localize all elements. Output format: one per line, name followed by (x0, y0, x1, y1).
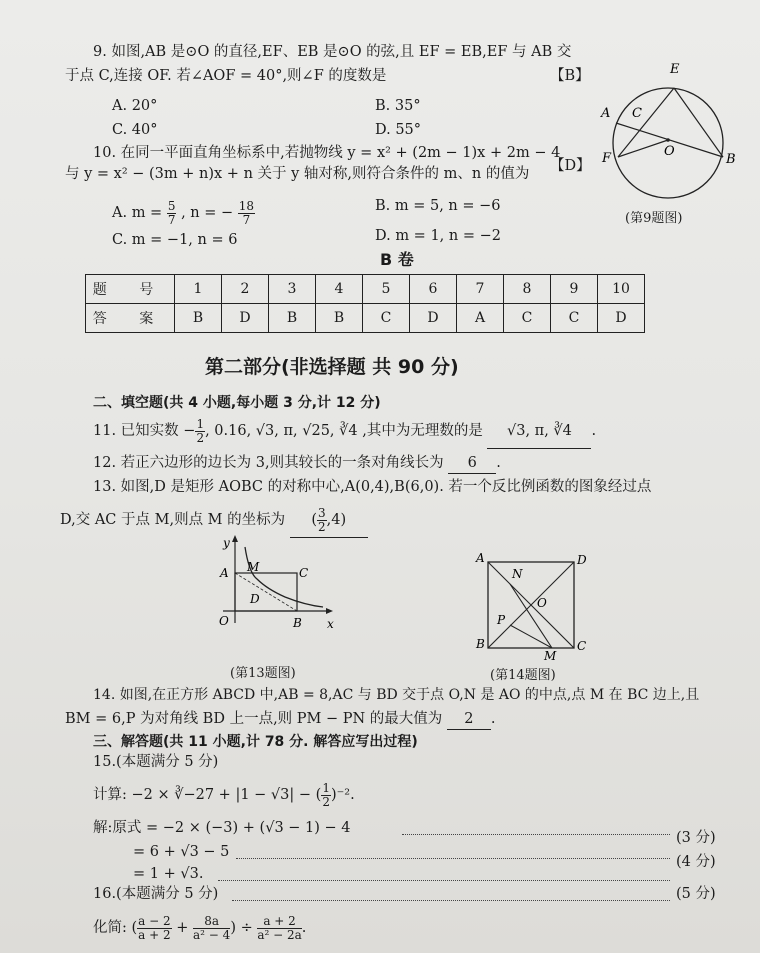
frac-numerator: 1 (322, 780, 330, 795)
q14-label-p: P (497, 613, 506, 627)
frac-numerator: 18 (238, 198, 255, 213)
answer-table-title: B 卷 (380, 250, 414, 269)
q11-text (93, 414, 596, 449)
q12-answer: 6 (448, 453, 496, 474)
q14-figure-caption: (第14题图) (490, 668, 556, 683)
frac-denominator: 2 (318, 519, 326, 534)
q16-end: . (301, 920, 307, 936)
q10-text-2: 与 y = x² − (3m + n)x + n 关于 y 轴对称,则符合条件的 m、n 的值为 (65, 166, 530, 182)
dotted-leader (402, 834, 670, 835)
answer-table-number: 1 (175, 275, 222, 304)
q14-answer: 2 (447, 709, 491, 730)
frac-denominator: 2 (196, 430, 205, 445)
q13-answer-open: ( (311, 512, 318, 528)
frac-denominator: 2 (322, 794, 330, 809)
q16-divide: ) ÷ (230, 920, 258, 936)
q13-figure-caption: (第13题图) (230, 666, 296, 681)
answer-table-answer: C (504, 304, 551, 333)
answer-table-answer: D (410, 304, 457, 333)
q9-text: 9. 如图,AB 是⊙O 的直径,EF、EB 是⊙O 的弦,且 EF = EB,EF 与 AB 交 (93, 44, 572, 60)
q10-option-a-frac-m (167, 200, 177, 227)
q16-title: 16.(本题满分 5 分) (93, 886, 219, 902)
frac-denominator: a² − 4 (193, 927, 231, 942)
q10-option-a-prefix: A. m = (112, 205, 163, 221)
q9-label-o: O (664, 144, 675, 159)
answer-table-number: 10 (598, 275, 645, 304)
q15-title: 15.(本题满分 5 分) (93, 754, 219, 770)
q9-answer: 【B】 (550, 68, 590, 84)
q16-plus: + (171, 920, 194, 936)
q9-option-d: D. 55° (375, 122, 422, 138)
q10-option-a-mid: , n = − (181, 205, 234, 221)
answer-table-answer: D (222, 304, 269, 333)
q13-label-a: A (220, 566, 229, 580)
answer-table (85, 274, 645, 333)
answer-table-answer: D (598, 304, 645, 333)
dotted-leader (218, 880, 670, 881)
q13-answer-close: ,4) (326, 512, 347, 528)
q15-points-2: (4 分) (676, 854, 716, 870)
q16-expression (93, 910, 306, 946)
answer-table-header-row (86, 275, 645, 304)
q15-calc (93, 778, 355, 812)
q13-label-b: B (293, 616, 302, 630)
section-2-heading: 二、填空题(共 4 小题,每小题 3 分,计 12 分) (93, 395, 381, 411)
q14-label-c: C (577, 639, 587, 653)
q15-solution-line-1: 解:原式 = −2 × (−3) + (√3 − 1) − 4 (93, 820, 351, 836)
answer-table-number: 8 (504, 275, 551, 304)
q11-frac (195, 418, 205, 445)
q10-option-a-frac-n (238, 200, 255, 227)
q10-option-d: D. m = 1, n = −2 (375, 228, 501, 244)
q9-option-b: B. 35° (375, 98, 421, 114)
q14-text-2 (65, 709, 496, 730)
q14-end: . (490, 711, 496, 727)
q11-prefix: 11. 已知实数 − (93, 423, 196, 439)
q10-option-a (112, 196, 255, 230)
answer-table-number: 9 (551, 275, 598, 304)
q14-body: BM = 6,P 为对角线 BD 上一点,则 PM − PN 的最大值为 (65, 711, 443, 727)
q12-body: 12. 若正六边形的边长为 3,则其较长的一条对角线长为 (93, 455, 444, 471)
answer-table-answer: B (316, 304, 363, 333)
q14-label-b: B (476, 637, 485, 651)
q9-label-e: E (670, 62, 680, 77)
q13-label-d: D (250, 592, 260, 606)
q9-figure-caption: (第9题图) (625, 211, 683, 226)
dotted-leader (232, 900, 670, 901)
q13-graph-figure (205, 533, 345, 658)
frac-numerator: 8a (193, 915, 230, 929)
q13-label-x: x (327, 617, 334, 631)
q10-answer: 【D】 (550, 158, 591, 174)
q15-solution-line-3: = 1 + √3. (133, 866, 204, 882)
frac-numerator: a − 2 (138, 913, 171, 928)
answer-table-number: 7 (457, 275, 504, 304)
q13-label-c: C (299, 566, 309, 580)
q14-label-o: O (537, 596, 547, 610)
q15-calc-prefix: 计算: −2 × ∛−27 + |1 − √3| − ( (93, 787, 322, 803)
answer-table-number: 3 (269, 275, 316, 304)
answer-table-answer: C (551, 304, 598, 333)
q13-answer-frac (317, 507, 327, 534)
answer-table-number: 6 (410, 275, 457, 304)
frac-denominator: 7 (242, 212, 251, 227)
q16-frac-3 (257, 915, 301, 942)
q9-label-f: F (602, 151, 612, 166)
q12-text (93, 453, 501, 474)
q16-frac-2 (193, 915, 230, 942)
section-3-heading: 三、解答题(共 11 小题,计 78 分. 解答应写出过程) (93, 734, 418, 750)
answer-table-answer: A (457, 304, 504, 333)
answer-table-number: 5 (363, 275, 410, 304)
q15-points-3: (5 分) (676, 886, 716, 902)
answer-table-answer: B (269, 304, 316, 333)
q15-points-1: (3 分) (676, 830, 716, 846)
q13-label-o: O (219, 614, 229, 628)
answer-table-header-label: 题 号 (86, 275, 175, 304)
q13-text: 13. 如图,D 是矩形 AOBC 的对称中心,A(0,4),B(6,0). 若一个反比例函数的图象经过点 (93, 479, 652, 495)
q16-frac-1 (137, 915, 171, 942)
q9-label-a: A (601, 106, 611, 121)
q15-calc-suffix: )⁻². (330, 787, 355, 803)
q15-solution-line-2: = 6 + √3 − 5 (133, 844, 230, 860)
q11-body: , 0.16, √3, π, √25, ∛4 ,其中为无理数的是 (205, 423, 483, 439)
q15-calc-frac (321, 782, 331, 809)
q9-option-c: C. 40° (112, 122, 158, 138)
q10-option-b: B. m = 5, n = −6 (375, 198, 501, 214)
q13-label-m: M (247, 560, 260, 574)
q9-text-2: 于点 C,连接 OF. 若∠AOF = 40°,则∠F 的度数是 (65, 68, 387, 84)
frac-numerator: 1 (196, 416, 205, 431)
q12-end: . (496, 455, 501, 471)
q14-text: 14. 如图,在正方形 ABCD 中,AB = 8,AC 与 BD 交于点 O,N 是 AO 的中点,点 M 在 BC 边上,且 (93, 687, 700, 703)
answer-table-number: 4 (316, 275, 363, 304)
q14-label-a: A (476, 551, 485, 565)
q11-end: . (591, 423, 597, 439)
q9-option-a: A. 20° (112, 98, 158, 114)
frac-denominator: a + 2 (138, 927, 171, 942)
part2-title: 第二部分(非选择题 共 90 分) (205, 356, 459, 378)
q9-circle-figure (596, 55, 746, 215)
q14-label-n: N (512, 567, 523, 581)
q16-prefix: 化简: ( (93, 920, 138, 936)
dotted-leader (236, 858, 670, 859)
answer-table-answer: B (175, 304, 222, 333)
answer-table-answer-label: 答 案 (86, 304, 175, 333)
q10-text: 10. 在同一平面直角坐标系中,若抛物线 y = x² + (2m − 1)x + 2m − 4 (93, 145, 561, 161)
q14-square-figure (470, 550, 600, 660)
frac-numerator: 5 (167, 198, 176, 213)
q11-answer: √3, π, ∛4 (487, 414, 591, 449)
frac-denominator: 7 (167, 212, 176, 227)
answer-table-answer-row (86, 304, 645, 333)
q10-option-c: C. m = −1, n = 6 (112, 232, 238, 248)
q13-label-y: y (223, 536, 230, 550)
frac-numerator: a + 2 (257, 915, 301, 929)
q14-label-m: M (544, 649, 557, 660)
q9-label-c: C (632, 106, 642, 121)
frac-denominator: a² − 2a (257, 927, 302, 942)
answer-table-number: 2 (222, 275, 269, 304)
frac-numerator: 3 (318, 505, 326, 520)
answer-table-answer: C (363, 304, 410, 333)
q9-label-b: B (726, 152, 736, 167)
q14-label-d: D (577, 553, 587, 567)
q13-body: D,交 AC 于点 M,则点 M 的坐标为 (60, 512, 286, 528)
